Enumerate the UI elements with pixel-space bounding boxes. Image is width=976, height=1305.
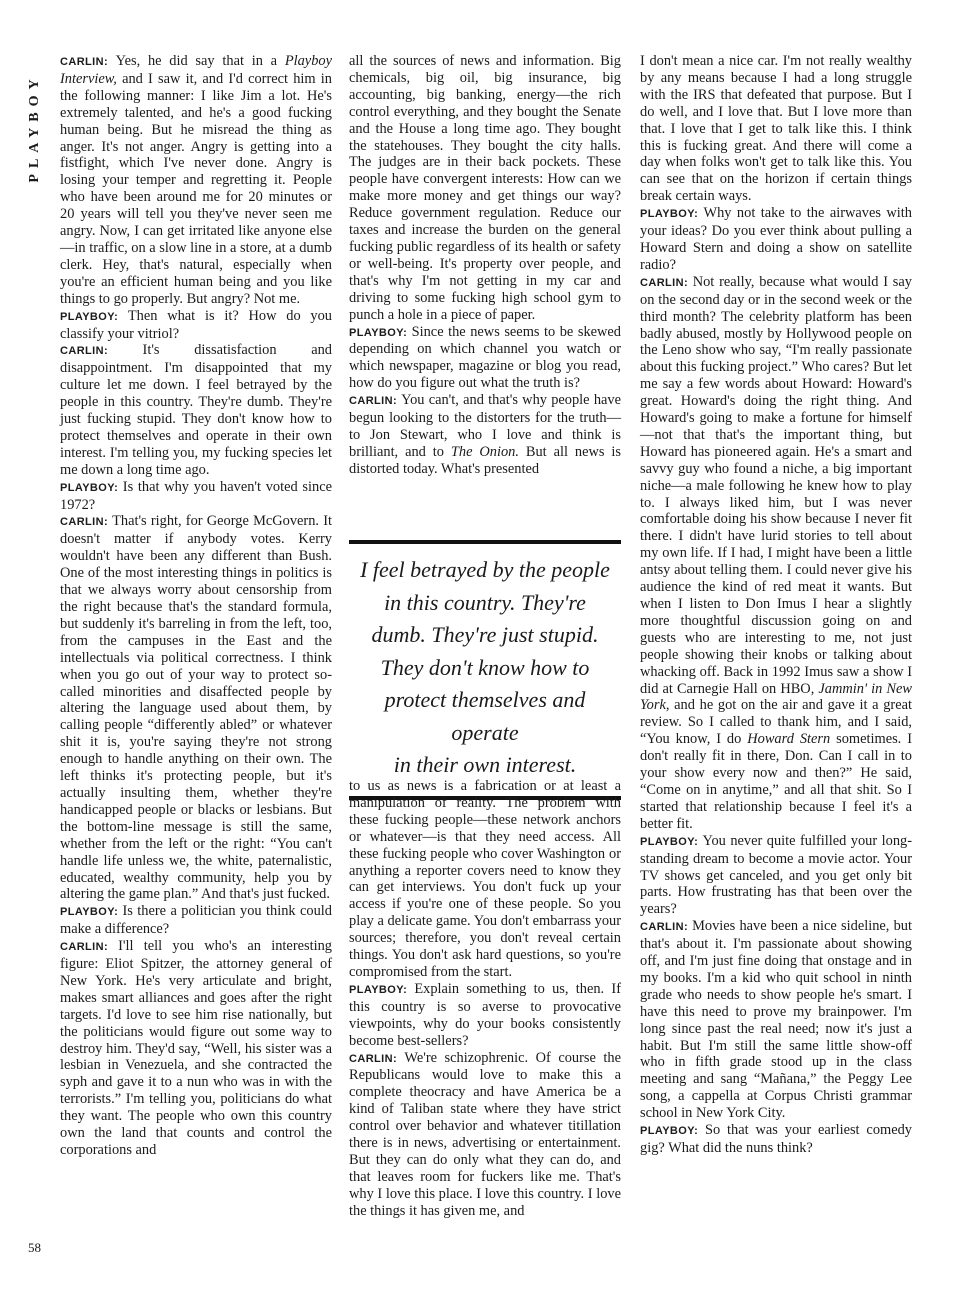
interview-paragraph: CARLIN: That's right, for George McGovern. It doesn't matter if anybody votes. Kerry wouldn't have been any different than Bush. One of the most interesting things in politics is that we always worry about censorship from the right because that's the standard formula, but suddenly it's barreling in from the left, too, from the campuses in the East and the intellectuals via political correctness. I think when you go out of your way to protect so-called minorities and disaffected people by altering the language used about them, by calling people “differently abled” or whatever shit it is, you're saying they're not strong enough to handle anything on their own. The left thinks it's protecting people, but it's actually insulting them, whether they're handicapped people or blacks or lesbians. But the bottom-line message is still the same, whether from the left or the right: “You can't handle life unless we, the white, paternalistic, educated, wealthy community, help you by altering the game plan.” And that's just fucked. (60, 513, 332, 903)
interview-paragraph: to us as news is a fabrication or at least a manipulation of reality. The problem with these fucking people—these network anchors or whatever—is that they need access. All these fucking people who cover Washington or anything a reporter covers need to know they can get interviews. You don't fuck up your access if you're one of these people. So you play a delicate game. You don't embarrass your sources; therefore, you don't reveal certain things. You don't ask hard questions, so you're compromised from the start. (349, 778, 621, 980)
speaker-label: PLAYBOY: (60, 310, 128, 323)
pull-quote-line: in this country. They're (384, 589, 586, 615)
text-column-2-bottom (349, 778, 621, 1258)
interview-paragraph: PLAYBOY: Since the news seems to be skewed depending on which channel you watch or which newspaper, magazine or blog you read, how do you figure out what the truth is? (349, 323, 621, 392)
pull-quote-line: I feel betrayed by the people (360, 557, 610, 582)
interview-paragraph: CARLIN: We're schizophrenic. Of course the Republicans would love to make this a complete theocracy and have America be a kind of Taliban state where they have strict control over behavior and whatever titillation there is in news, advertising or entertainment. But they can do only what they can do, and that leaves room for fuckers like me. That's why I love this place. I love this country. I love the things it has given me, and (349, 1049, 621, 1219)
interview-paragraph: PLAYBOY: So that was your earliest comedy gig? What did the nuns think? (640, 1122, 912, 1156)
interview-paragraph: CARLIN: Movies have been a nice sideline, but that's about it. I'm passionate about showing off, and I'm just fine doing that onstage and in my books. I'm a kid who quit school in ninth grade who needs to show people he's smart. I have this need to prove my brainpower. I'm long since past the real need; now it's just a habit. But I'm still the same little show-off who in fifth grade stood up in the class meeting and sang “Mañana,” the Peggy Lee song, a cappella at Corpus Christi grammar school in New York City. (640, 918, 912, 1122)
running-head: PLAYBOY (27, 73, 42, 183)
speaker-label: PLAYBOY: (349, 983, 415, 996)
speaker-label: PLAYBOY: (60, 481, 123, 494)
text-column-3 (640, 53, 912, 1258)
speaker-label: CARLIN: (60, 941, 119, 954)
speaker-label: PLAYBOY: (349, 326, 412, 339)
interview-paragraph: PLAYBOY: Is there a politician you think could make a difference? (60, 903, 332, 938)
pull-quote-line: They don't know how to (380, 654, 590, 680)
interview-paragraph: I don't mean a nice car. I'm not really wealthy by any means because I had a long struggle with the IRS that defeated that purpose. But I do well, and I love that. But I love more than that. I love that I get to talk like this. I think this is fucking great. And there will come a day when folks won't get to talk like this. You can see that on the horizon if certain things break certain ways. (640, 53, 912, 205)
pull-quote-line: dumb. They're just stupid. (371, 622, 599, 647)
speaker-label: PLAYBOY: (640, 1125, 705, 1138)
speaker-label: CARLIN: (640, 276, 693, 289)
interview-paragraph: CARLIN: It's dissatisfaction and disappointment. I'm disappointed that my culture let me down. I feel betrayed by the people in this country. They're dumb. They're just fucking stupid. They don't know how to protect themselves and operate in their own interest. I'm telling you, my fucking species let me down a long time ago. (60, 342, 332, 478)
interview-paragraph: PLAYBOY: Explain something to us, then. If this country is so averse to provocative viewpoints, why do your books consistently become best-sellers? (349, 980, 621, 1049)
speaker-label: PLAYBOY: (60, 906, 123, 919)
interview-paragraph: PLAYBOY: Is that why you haven't voted since 1972? (60, 478, 332, 513)
speaker-label: CARLIN: (349, 1052, 405, 1065)
pull-quote (349, 540, 621, 800)
interview-paragraph: CARLIN: Not really, because what would I say on the second day or in the second week or the third month? The celebrity platform has been badly abused, mostly by Hollywood people on the Leno show who say, “I'm really passionate about this fucking project.” Who cares? But let me say a few words about Howard: Howard's great. Howard's doing the right thing. And Howard's going to make a fortune for himself—not that that's the important thing, but Howard has pioneered again. He's a smart and savvy guy who found a niche, a big important niche—a male following he knew how to play to. I always liked him, but I was never comfortable doing his show because I never fit there. I didn't have lurid stories to tell about my own life. If I had, I might have been a little antsy about telling them. I could never give his audience the kind of red meat it wants. But when I listen to Don Imus I hear a slightly more thoughtful discussion going on and guests who are interesting to me, not just people showing their knobs or talking about whacking off. Back in 1992 Imus saw a show I did at Carnegie Hall on HBO, Jammin' in New York, and he got on the air and gave it a great review. So I called to thank him, and I said, “You know, I do Howard Stern sometimes. I don't really fit in there, Don. Can I call in to your show every now and then?” He said, “Come on in anytime,” and all that shit. So I started that relationship because I feel it's a better fit. (640, 273, 912, 832)
italic-title: Howard Stern (747, 731, 831, 748)
italic-title: The Onion. (450, 443, 519, 460)
speaker-label: PLAYBOY: (640, 208, 704, 221)
speaker-label: CARLIN: (640, 921, 693, 934)
speaker-label: PLAYBOY: (640, 835, 703, 848)
interview-paragraph: PLAYBOY: Then what is it? How do you classify your vitriol? (60, 307, 332, 342)
italic-title: Jammin' in New York, (640, 680, 912, 714)
speaker-label: CARLIN: (60, 345, 143, 358)
speaker-label: CARLIN: (60, 56, 116, 68)
speaker-label: CARLIN: (60, 516, 113, 529)
pull-quote-line: protect themselves and operate (384, 687, 586, 745)
interview-paragraph: all the sources of news and information. Big chemicals, big oil, big insurance, big accounting, big banking, energy—the rich control everything, and they bought the Senate and the House a long time ago. They bought the statehouses. They bought the city halls. The judges are in their back pockets. These people have convergent interests: How can we make more money and get things our way? Reduce government regulation. Reduce our taxes and increase the burden on the general fucking public regardless of its health or safety or well-being. It's property over people, and that's why I'm not getting in my car and driving to some fucking high school gym to punch a hole in a piece of paper. (349, 53, 621, 323)
interview-paragraph: CARLIN: Yes, he did say that in a Playboy Interview, and I saw it, and I'd correct him in the following manner: I like Jim a lot. He's extremely talented, and he's a good fucking human being. But he misread the thing as anger. It's not anger. Angry is getting into a fistfight, which I've never done. Angry is losing your temper and regretting it. People who have been around me for 20 minutes or 20 years will tell you they've never seen me angry. Now, I can get irritated like anyone else—in traffic, on a slow line in a store, at a dumb clerk. Hey, that's natural, especially when you're an efficient human being and you like things to go properly. But angry? Not me. (60, 53, 332, 307)
pull-quote-line: in their own interest. (393, 752, 577, 777)
page-number: 58 (28, 1240, 41, 1255)
interview-paragraph: PLAYBOY: Why not take to the airwaves with your ideas? Do you ever think about pulling a Howard Stern and doing a show on satellite radio? (640, 205, 912, 273)
speaker-label: CARLIN: (349, 395, 402, 408)
italic-title: Playboy Interview, (60, 53, 332, 87)
interview-paragraph: PLAYBOY: You never quite fulfilled your long-standing dream to become a movie actor. Your TV shows get canceled, and you get only bit parts. How frustrating has that been over the years? (640, 832, 912, 918)
interview-paragraph: CARLIN: You can't, and that's why people have begun looking to the distorters for the truth—to Jon Stewart, who I love and think is brilliant, and to The Onion. But all news is distorted today. What's presented (349, 392, 621, 477)
interview-paragraph: CARLIN: I'll tell you who's an interesting figure: Eliot Spitzer, the attorney general of New York. He's very articulate and bright, makes smart alliances and goes after the right targets. I'd love to see him rise nationally, but the politicians would figure out some way to destroy him. They'd say, “Well, his sister was a lesbian in Venezuela, and she contracted the syph and gave it to a nun who was in with the terrorists.” I'm telling you, politicians do what they want. The people who own this country own the land that counts and control the corporations and (60, 938, 332, 1158)
text-column-1 (60, 53, 332, 1258)
text-column-2-top (349, 53, 621, 528)
